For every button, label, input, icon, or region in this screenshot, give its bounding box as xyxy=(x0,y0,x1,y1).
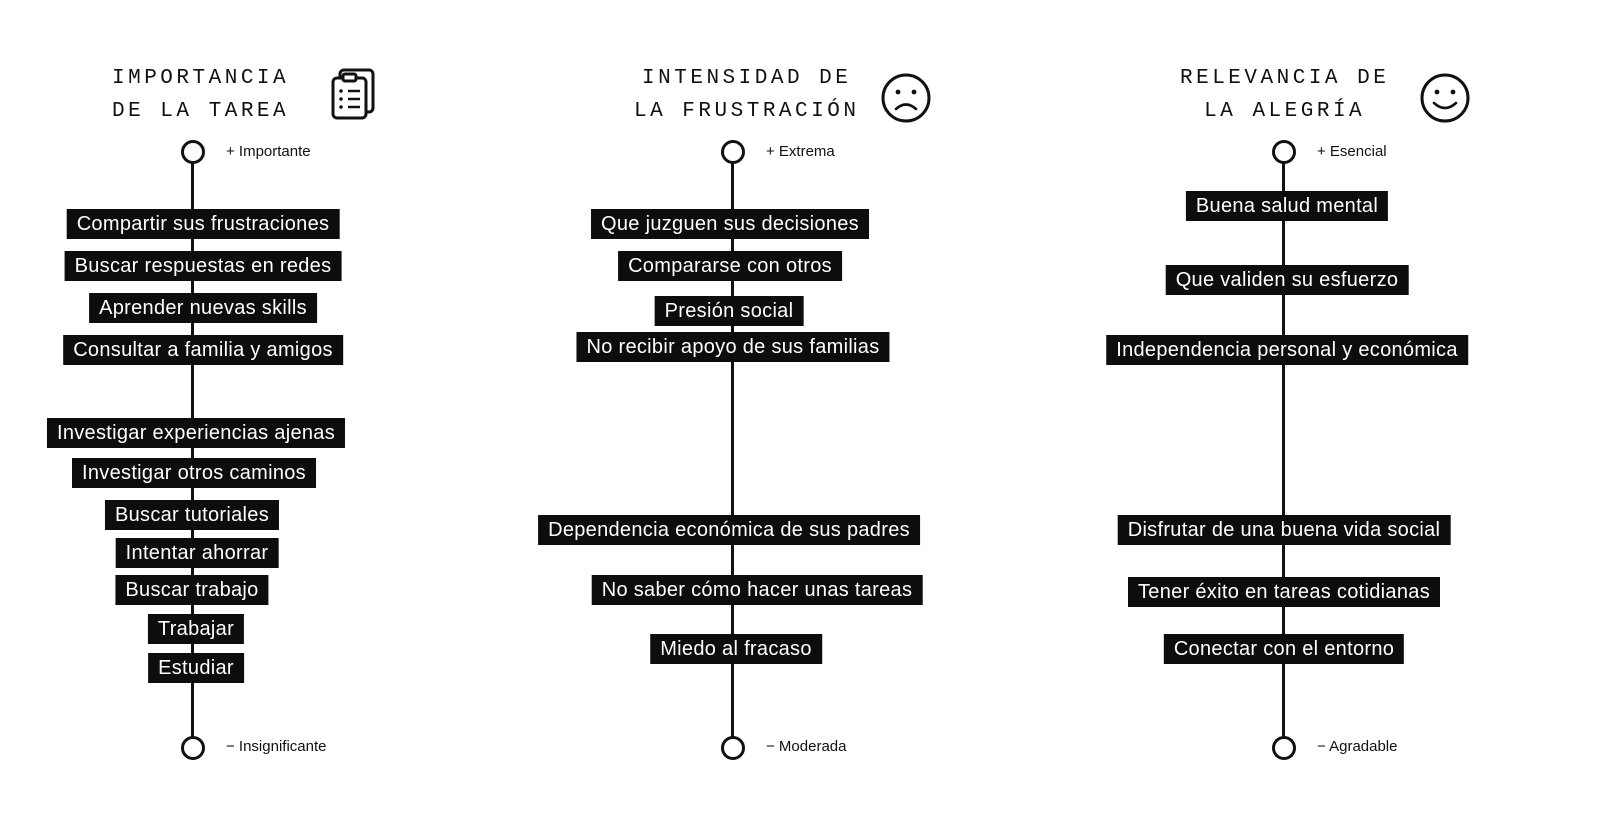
item: Tener éxito en tareas cotidianas xyxy=(1128,577,1440,607)
item: Que juzguen sus decisiones xyxy=(591,209,869,239)
column-title xyxy=(634,62,859,128)
item: Intentar ahorrar xyxy=(116,538,279,568)
item: Presión social xyxy=(655,296,804,326)
item: Buena salud mental xyxy=(1186,191,1388,221)
item: Compartir sus frustraciones xyxy=(67,209,340,239)
item: Aprender nuevas skills xyxy=(89,293,317,323)
item: Buscar trabajo xyxy=(115,575,268,605)
item: Consultar a familia y amigos xyxy=(63,335,343,365)
title-line-2: DE LA TAREA xyxy=(112,100,290,123)
clipboard-icon xyxy=(330,64,378,120)
axis-bottom-endpoint xyxy=(181,736,205,760)
item: No recibir apoyo de sus familias xyxy=(576,332,889,362)
item: Conectar con el entorno xyxy=(1164,634,1404,664)
top-label: + Extrema xyxy=(766,143,835,160)
item: Estudiar xyxy=(148,653,244,683)
item: Buscar respuestas en redes xyxy=(65,251,342,281)
axis-top-endpoint xyxy=(181,140,205,164)
item: Disfrutar de una buena vida social xyxy=(1118,515,1451,545)
axis-bottom-endpoint xyxy=(1272,736,1296,760)
axis-bottom-endpoint xyxy=(721,736,745,760)
item: Que validen su esfuerzo xyxy=(1166,265,1409,295)
axis-line xyxy=(191,160,194,738)
item: Investigar experiencias ajenas xyxy=(47,418,345,448)
axis-top-endpoint xyxy=(721,140,745,164)
title-line-1: INTENSIDAD DE xyxy=(642,67,852,90)
item: No saber cómo hacer unas tareas xyxy=(592,575,923,605)
axis-top-endpoint xyxy=(1272,140,1296,164)
title-line-2: LA FRUSTRACIÓN xyxy=(634,100,860,123)
title-line-1: IMPORTANCIA xyxy=(112,67,290,90)
sad-face-icon xyxy=(880,72,932,124)
column-title xyxy=(1180,62,1389,128)
item: Investigar otros caminos xyxy=(72,458,316,488)
column-title xyxy=(112,62,289,128)
title-line-2: LA ALEGRÍA xyxy=(1204,100,1366,123)
item: Buscar tutoriales xyxy=(105,500,279,530)
item: Trabajar xyxy=(148,614,244,644)
bottom-label: − Insignificante xyxy=(226,738,327,755)
top-label: + Esencial xyxy=(1317,143,1387,160)
item: Independencia personal y económica xyxy=(1106,335,1468,365)
bottom-label: − Moderada xyxy=(766,738,847,755)
bottom-label: − Agradable xyxy=(1317,738,1398,755)
title-line-1: RELEVANCIA DE xyxy=(1180,67,1390,90)
item: Dependencia económica de sus padres xyxy=(538,515,920,545)
top-label: + Importante xyxy=(226,143,311,160)
item: Miedo al fracaso xyxy=(650,634,822,664)
item: Compararse con otros xyxy=(618,251,842,281)
happy-face-icon xyxy=(1419,72,1471,124)
